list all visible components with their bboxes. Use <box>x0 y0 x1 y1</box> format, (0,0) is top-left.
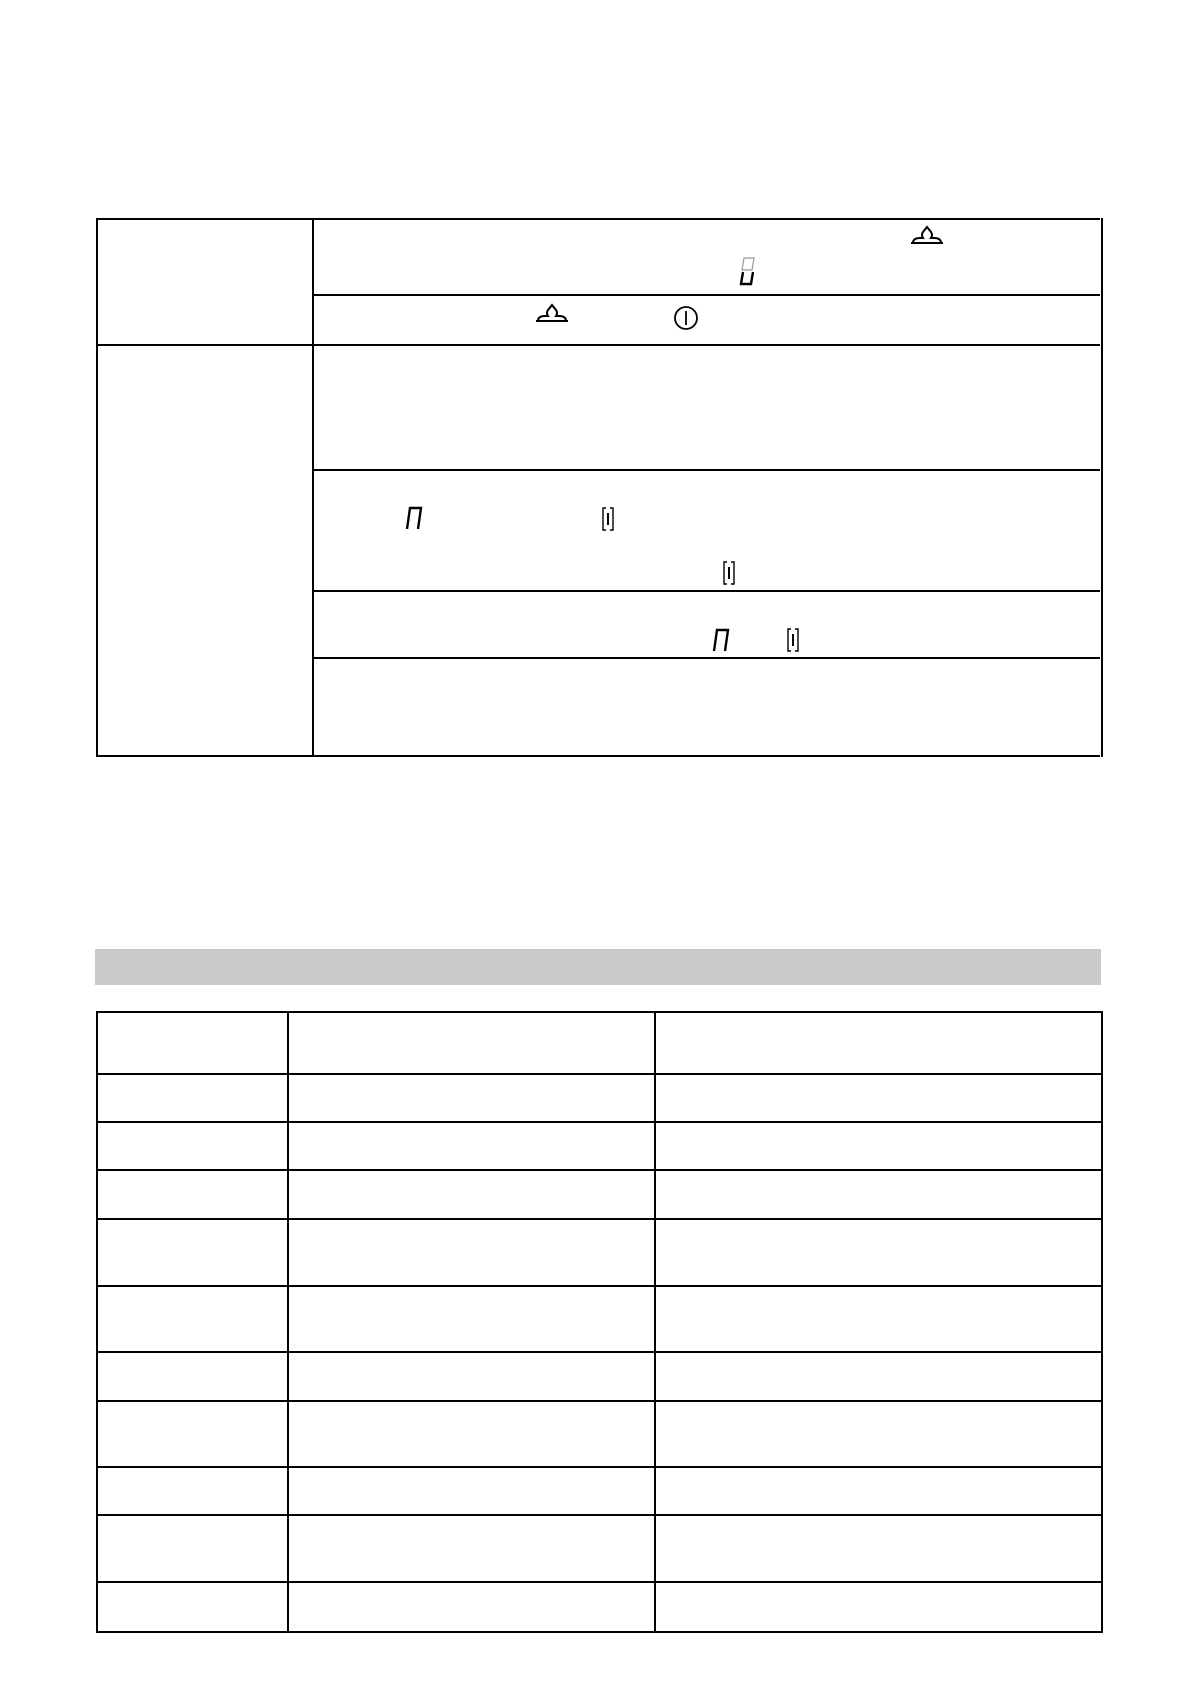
bottom-table-row-line <box>96 1514 1102 1516</box>
top-table-border-bottom <box>96 755 1100 757</box>
bottom-table-row-line <box>96 1218 1102 1220</box>
segment-n-icon <box>712 628 730 652</box>
top-table-column-divider <box>312 218 314 757</box>
digit-zero-outline-icon <box>740 256 756 286</box>
segment-bracket-icon <box>723 560 735 586</box>
bottom-table-row-line <box>96 1011 1102 1013</box>
top-table-border-right <box>1101 218 1103 757</box>
segment-bracket-icon <box>787 627 799 653</box>
top-table-row-divider <box>96 344 1100 346</box>
bottom-table-column-divider <box>287 1011 289 1633</box>
bottom-table-column-divider <box>654 1011 656 1633</box>
segment-bracket-icon <box>602 506 614 532</box>
top-table-subrow-divider <box>312 657 1100 659</box>
hood-icon <box>910 224 944 246</box>
bottom-table-row-line <box>96 1351 1102 1353</box>
bottom-table-border-left <box>96 1011 98 1633</box>
bottom-table-row-line <box>96 1073 1102 1075</box>
bottom-table-row-line <box>96 1631 1102 1633</box>
bottom-table-row-line <box>96 1466 1102 1468</box>
hood-icon <box>535 302 569 324</box>
top-table-border-top <box>96 218 1100 220</box>
power-icon <box>673 305 699 331</box>
bottom-table-row-line <box>96 1581 1102 1583</box>
section-header-bar <box>95 949 1101 985</box>
top-table-subrow-divider <box>312 469 1100 471</box>
bottom-table-row-line <box>96 1285 1102 1287</box>
bottom-table-row-line <box>96 1400 1102 1402</box>
segment-n-icon <box>405 506 423 530</box>
top-table-subrow-divider <box>312 294 1100 296</box>
bottom-table-border-right <box>1101 1011 1103 1633</box>
bottom-table-row-line <box>96 1169 1102 1171</box>
top-table-border-left <box>96 218 98 757</box>
bottom-table-row-line <box>96 1121 1102 1123</box>
top-table-subrow-divider <box>312 590 1100 592</box>
